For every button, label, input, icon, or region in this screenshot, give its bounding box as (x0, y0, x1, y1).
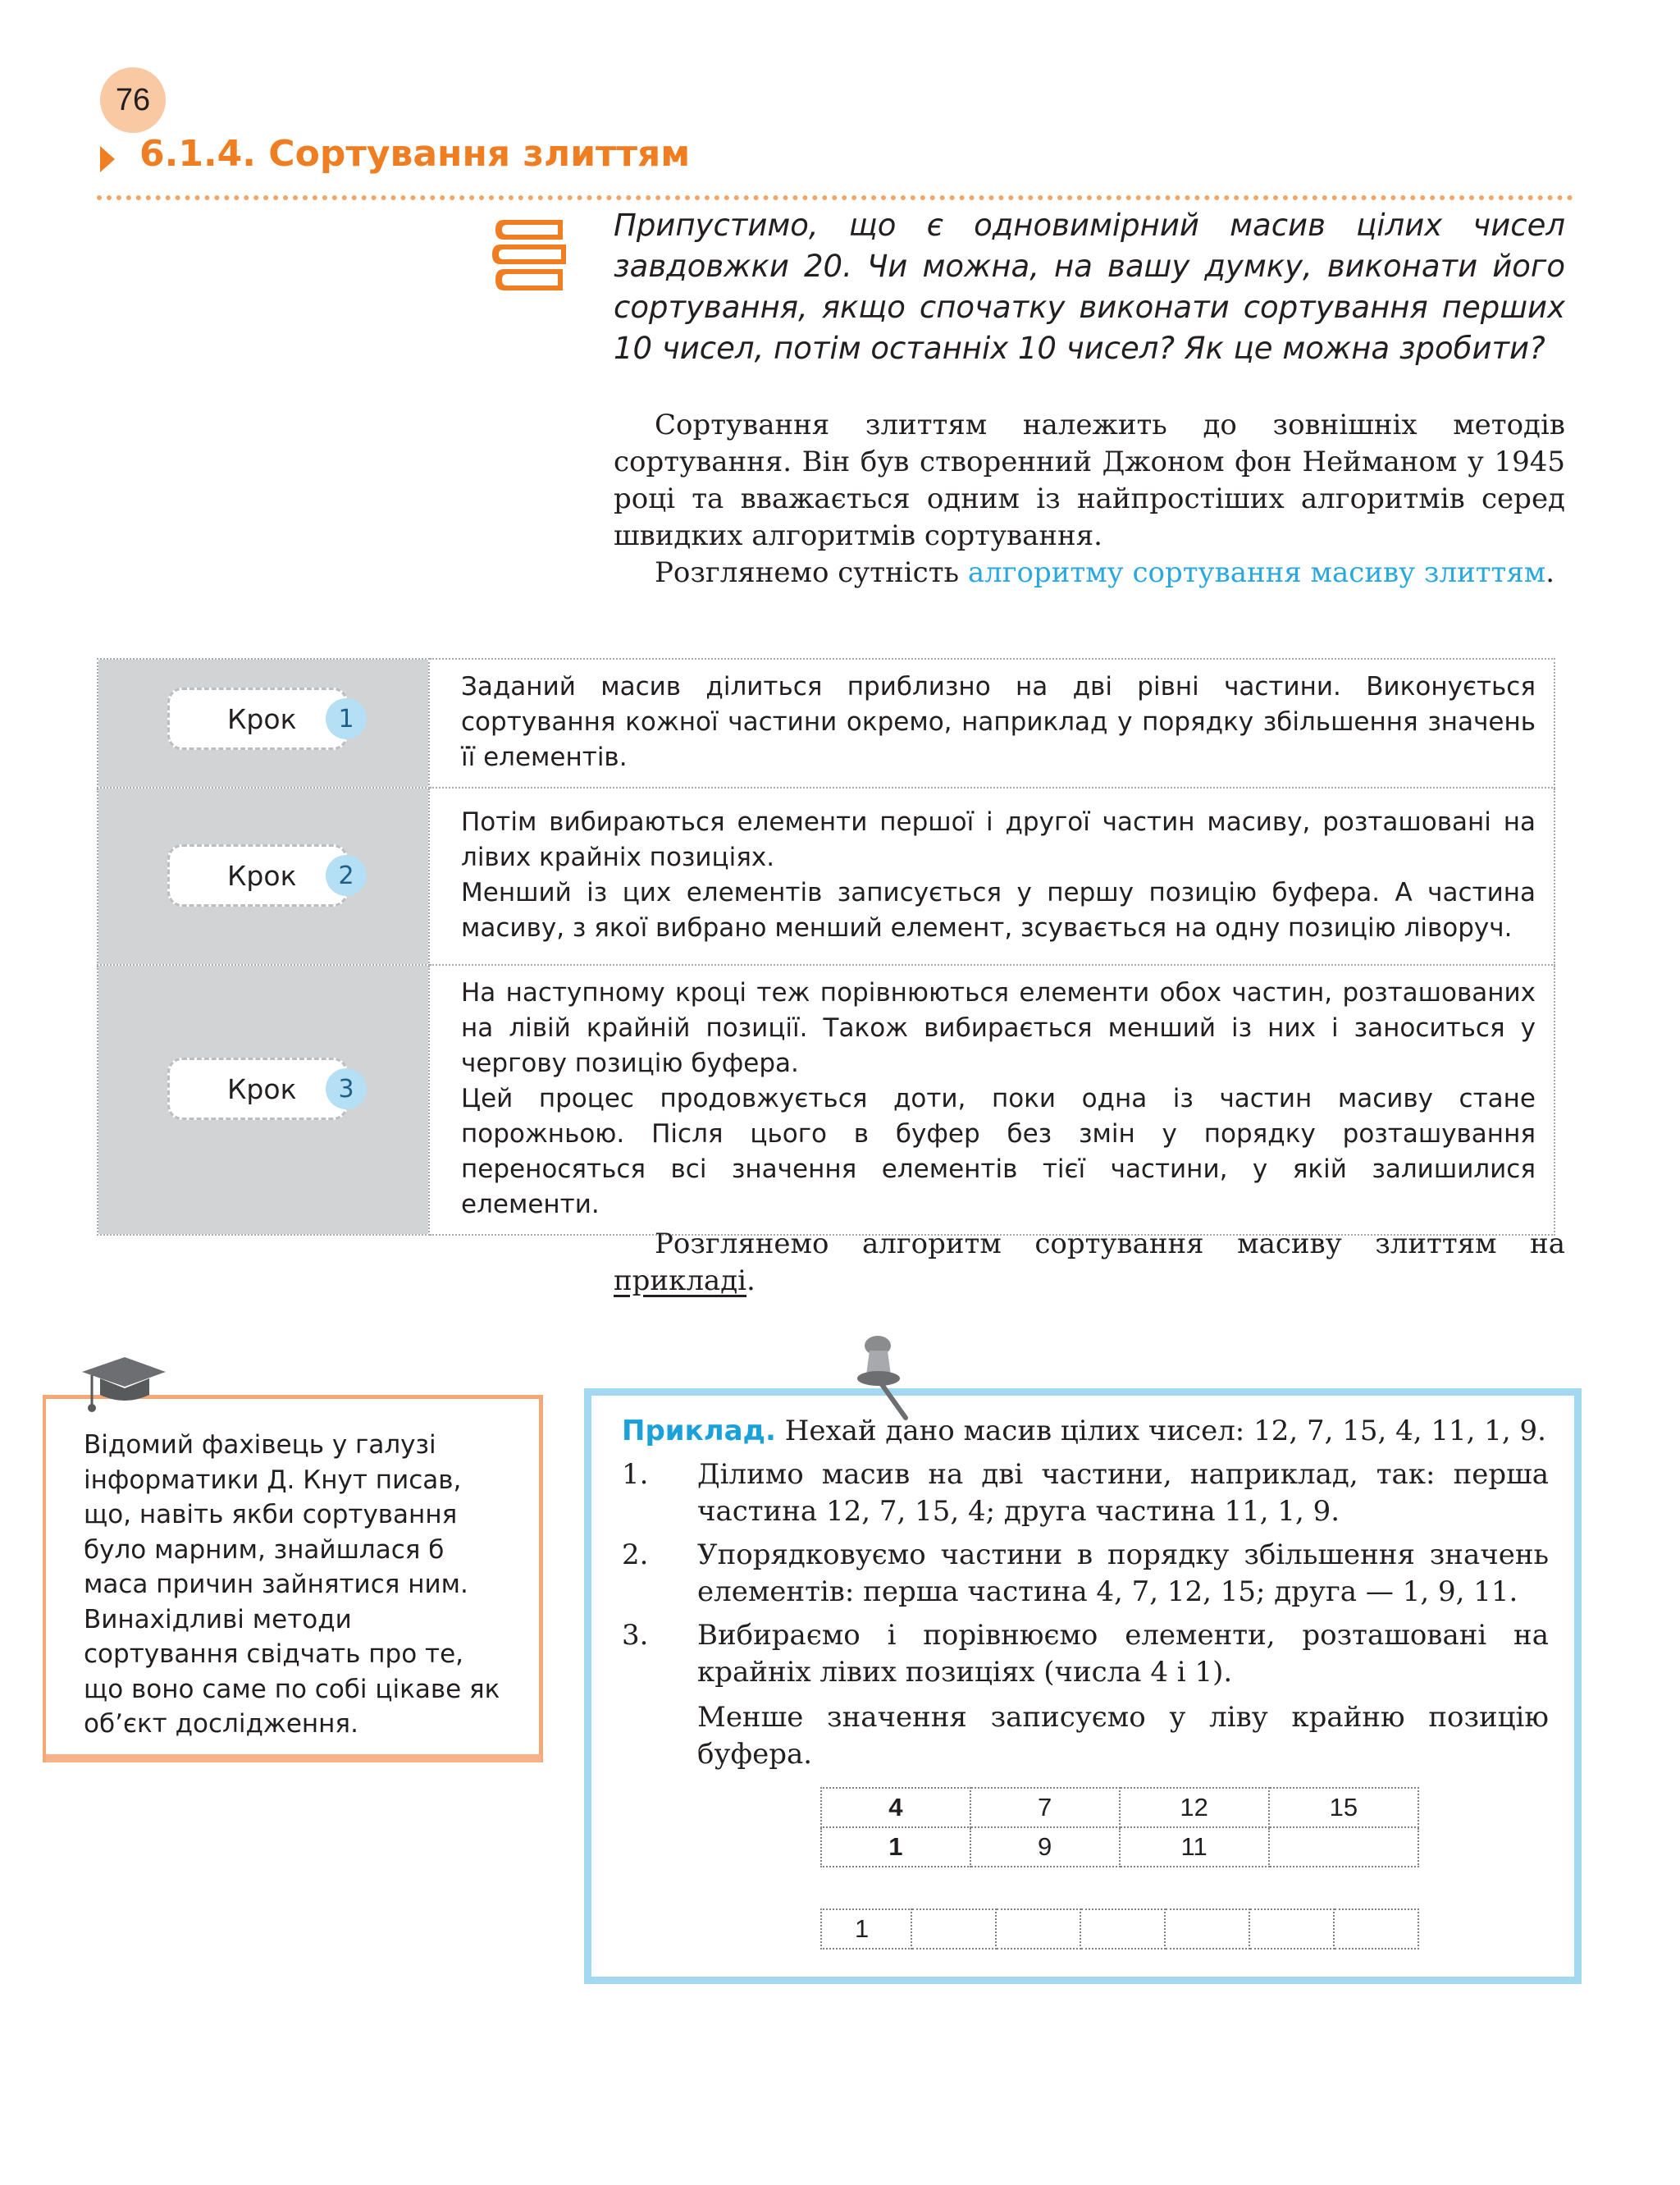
example-step-text: Вибираємо і порівнюємо елементи, розташовані на крайніх лівих позиціях (числа 4 і 1). (697, 1619, 1549, 1689)
step-pill (167, 1058, 354, 1120)
step-description (429, 965, 1554, 1235)
buffer-cell (1080, 1909, 1165, 1949)
intro-paragraphs (614, 407, 1565, 592)
buffer-cell: 1 (821, 1909, 911, 1949)
step-text-line: На наступному кроці теж порівнюються елементи обох частин, розташованих на лівій крайній позиції. Також вибирається менший із них і заноситься у чергову позицію буфера. (461, 978, 1536, 1078)
buffer-cell (1249, 1909, 1334, 1949)
example-label: Приклад. (622, 1415, 776, 1447)
note-box-shadow (46, 1754, 541, 1762)
step-label: Крок (227, 702, 297, 735)
section-title: 6.1.4. Сортування злиттям (139, 133, 691, 175)
step-pill (167, 844, 354, 907)
example-step-number: 3. (622, 1619, 649, 1652)
pushpin-icon (845, 1331, 927, 1421)
paragraph-2 (614, 555, 1565, 592)
table-cell: 15 (1269, 1788, 1418, 1827)
example-intro-paragraph (614, 1226, 1565, 1300)
example-heading-text: Нехай дано масив цілих чисел: 12, 7, 15, 4, 11, 1, 9. (775, 1415, 1546, 1447)
step-description (429, 788, 1554, 965)
buffer-cell (1165, 1909, 1249, 1949)
table-cell (1269, 1827, 1418, 1867)
note-text: Відомий фахівець у галузі інформатики Д. Кнут писав, що, навіть якби сортування було марним, знайшлася б маса причин зайнятися ним. Винахідливі методи сортування свідчать про те, що воно саме по собі цікаве як об’єкт дослідження. (84, 1430, 500, 1739)
table-cell: 12 (1120, 1788, 1269, 1827)
buffer-cell (996, 1909, 1080, 1949)
step-label: Крок (227, 1072, 297, 1105)
page-number: 76 (100, 67, 166, 133)
paragraph-2-after: . (1545, 556, 1555, 589)
example-step (622, 1537, 1549, 1611)
step-number-badge: 3 (326, 1068, 367, 1109)
table-cell: 4 (821, 1788, 970, 1827)
example-heading-line (622, 1413, 1549, 1450)
example-step-number: 2. (622, 1538, 649, 1571)
example-intro-after: . (746, 1264, 756, 1297)
step-description: Заданий масив ділиться приблизно на дві рівні частини. Виконується сортування кожної частини окремо, наприклад у порядку збільшення значень її елементів. (429, 659, 1554, 788)
buffer-row (821, 1909, 1418, 1949)
graduation-cap-icon (79, 1354, 169, 1419)
step-label-cell (98, 965, 429, 1235)
example-step-note: Менше значення записуємо у ліву крайню позицію буфера. (697, 1701, 1549, 1771)
step-pill (167, 688, 354, 750)
table-cell: 7 (970, 1788, 1120, 1827)
array-parts-table (820, 1787, 1419, 1867)
step-number-badge: 2 (326, 855, 367, 896)
title-divider (97, 195, 1573, 200)
example-step-text: Ділимо масив на дві частини, наприклад, так: перша частина 12, 7, 15, 4; друга частина 11, 1, 9. (697, 1458, 1549, 1528)
section-arrow-icon (100, 146, 115, 172)
step-label-cell (98, 659, 429, 788)
step-text-line: Цей процес продовжується доти, поки одна із частин масиву стане порожньою. Після цього в буфер без змін у порядку розташування переносяться всі значення елементів тієї частини, у якій залишилися елементи. (461, 1084, 1536, 1219)
step-label: Крок (227, 859, 297, 892)
example-content (622, 1413, 1549, 1773)
step-text-line: Потім вибираються елементи першої і другої частин масиву, розташовані на лівих крайніх позиціях. (461, 807, 1536, 872)
table-cell: 1 (821, 1827, 970, 1867)
step-label-cell (98, 788, 429, 965)
second-part-row (821, 1827, 1418, 1867)
table-cell: 9 (970, 1827, 1120, 1867)
buffer-cell (1334, 1909, 1418, 1949)
paragraph-1: Сортування злиттям належить до зовнішніх методів сортування. Він був створенний Джоном фон Нейманом у 1945 році та вважається одним із найпростіших алгоритмів серед швидких алгоритмів сортування. (614, 409, 1565, 552)
example-step (622, 1617, 1549, 1691)
books-icon (492, 215, 571, 297)
table-cell: 11 (1120, 1827, 1269, 1867)
glossary-term-link[interactable]: алгоритму сортування масиву злиттям (967, 556, 1546, 589)
step-row (98, 788, 1554, 965)
paragraph-2-before: Розглянемо сутність (655, 556, 968, 589)
first-part-row (821, 1788, 1418, 1827)
example-intro (614, 1226, 1565, 1300)
buffer-cell (911, 1909, 996, 1949)
step-text-line: Менший із цих елементів записується у першу позицію буфера. А частина масиву, з якої вибрано менший елемент, зсувається на одну позицію ліворуч. (461, 878, 1536, 943)
step-row (98, 659, 1554, 788)
example-step (622, 1456, 1549, 1530)
buffer-table (820, 1908, 1419, 1950)
example-step-number: 1. (622, 1458, 649, 1491)
example-underlined-term: прикладі (614, 1264, 747, 1297)
step-number-badge: 1 (326, 698, 367, 739)
example-step-text: Упорядковуємо частини в порядку збільшення значень елементів: перша частина 4, 7, 12, 15; друга — 1, 9, 11. (697, 1538, 1549, 1608)
example-intro-before: Розглянемо алгоритм сортування масиву злиттям на (655, 1227, 1565, 1260)
step-row (98, 965, 1554, 1235)
intro-question: Припустимо, що є одновимірний масив цілих чисел завдовжки 20. Чи можна, на вашу думку, виконати його сортування, якщо спочатку виконати сортування перших 10 чисел, потім останніх 10 чисел? Як це можна зробити? (614, 208, 1565, 366)
steps-table (97, 658, 1555, 1236)
